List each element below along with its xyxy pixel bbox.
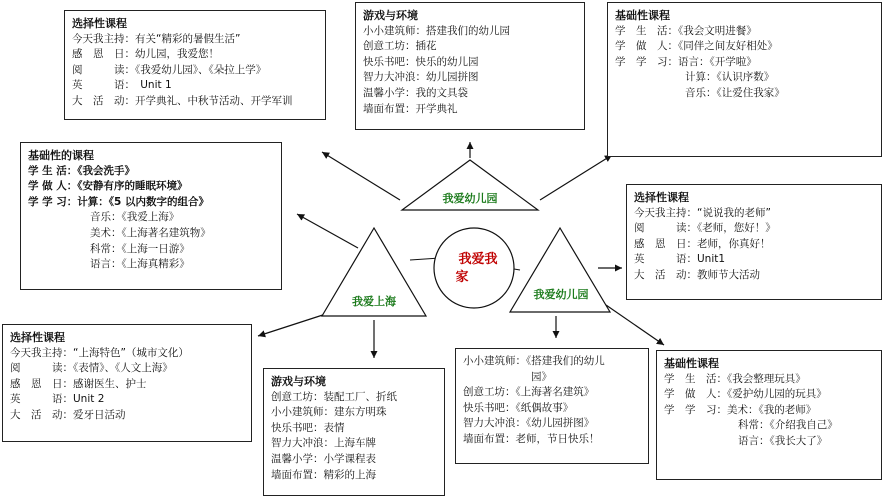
box-line: 音乐：《我爱上海》	[90, 211, 180, 224]
box-line: 大 活 动：开学典礼、中秋节活动、开学军训	[72, 94, 293, 107]
box-line: 创意工坊：插花	[363, 40, 437, 53]
box-line: 英 语： Unit 1	[72, 79, 172, 92]
box-line: 小小建筑师：《搭建我们的幼儿	[463, 355, 605, 367]
box-line: 温馨小学：我的文具袋	[363, 86, 468, 99]
box-line: 英 语：Unit1	[634, 253, 726, 266]
box-title: 选择性课程	[72, 17, 127, 30]
box-line: 学 学 习：语言：《开学啦》	[615, 55, 757, 68]
box-title: 基础性课程	[664, 357, 719, 370]
box-line: 创意工坊：装配工厂、折纸	[271, 390, 397, 403]
box-line: 创意工坊：《上海著名建筑》	[463, 386, 595, 399]
box-line: 大 活 动：爱牙日活动	[10, 408, 126, 421]
box-line: 今天我主持：“说说我的老师”	[634, 206, 771, 219]
box-title: 游戏与环境	[271, 375, 326, 388]
box-bottom-center-left	[263, 368, 445, 496]
box-line: 墙面布置：精彩的上海	[271, 468, 376, 481]
box-line: 快乐书吧：表情	[271, 421, 345, 434]
box-line: 语言：《我长大了》	[738, 434, 828, 447]
box-line: 墙面布置：老师，节日快乐！	[463, 432, 600, 445]
box-title: 基础性课程	[615, 9, 670, 22]
box-line: 学 学 习：美术：《我的老师》	[664, 403, 817, 416]
box-line: 感 恩 日：幼儿园，我爱您！	[72, 48, 219, 61]
arrow-to-top-right	[540, 155, 612, 200]
box-line: 墙面布置：开学典礼	[363, 102, 458, 115]
box-title: 选择性课程	[634, 191, 689, 204]
box-line: 感 恩 日：感谢医生、护士	[10, 377, 147, 390]
box-title: 游戏与环境	[363, 9, 418, 22]
box-bottom-right	[656, 350, 882, 480]
box-line: 学 做 人：《同伴之间友好相处》	[615, 40, 778, 53]
box-line: 科常：《上海一日游》	[90, 242, 190, 255]
box-title: 选择性课程	[10, 331, 65, 344]
box-line: 温馨小学：小学课程表	[271, 452, 376, 465]
box-line: 阅 读：《老师，您好！》	[634, 222, 776, 235]
box-line: 快乐书吧：《纸偶故事》	[463, 401, 574, 414]
arrow-to-top-left	[322, 152, 400, 200]
box-line: 学 学 习：计算：《5 以内数字的组合》	[28, 195, 210, 208]
box-line: 今天我主持：有关“精彩的暑假生活”	[72, 32, 241, 45]
triangle-right-label: 我爱幼儿园	[533, 288, 589, 301]
triangle-top-label: 我爱幼儿园	[442, 192, 498, 205]
box-line: 阅 读：《我爱幼儿园》、《朵拉上学》	[72, 63, 267, 76]
box-line: 智力大冲浪：幼儿园拼图	[363, 71, 479, 84]
box-line: 学 生 活：《我会文明进餐》	[615, 24, 757, 37]
arrow-to-bottom-right	[606, 305, 664, 345]
center-label-line2: 家	[455, 270, 469, 285]
box-line: 美术：《上海著名建筑物》	[90, 226, 211, 239]
box-line: 学 生 活：《我会整理玩具》	[664, 372, 806, 385]
box-line: 智力大冲浪：《幼儿园拼图》	[463, 417, 595, 430]
arrow-to-mid-left	[297, 214, 358, 248]
center-label-line1: 我爱我	[458, 252, 498, 267]
box-line: 计算：《认识序数》	[685, 71, 775, 84]
box-line: 英 语：Unit 2	[10, 393, 105, 406]
box-line: 学 生 活：《我会洗手》	[28, 164, 136, 177]
box-line: 大 活 动：教师节大活动	[634, 268, 760, 281]
box-mid-right	[626, 184, 882, 300]
box-top-left	[64, 10, 326, 120]
box-line: 科常：《介绍我自己》	[738, 419, 838, 432]
box-line: 感 恩 日：老师，你真好！	[634, 237, 771, 250]
box-mid-left	[20, 142, 282, 290]
center-circle	[434, 228, 514, 308]
box-bottom-left	[2, 324, 252, 442]
box-bottom-center-right	[455, 348, 649, 464]
box-line: 阅 读：《表情》、《人文上海》	[10, 362, 173, 375]
box-line: 今天我主持：“上海特色”（城市文化）	[10, 346, 189, 359]
box-top-right	[607, 2, 882, 157]
box-line: 学 做 人：《爱护幼儿园的玩具》	[664, 388, 827, 401]
box-title: 基础性的课程	[28, 149, 94, 162]
box-line: 语言：《上海真精彩》	[90, 258, 190, 271]
box-line: 小小建筑师：建东方明珠	[271, 406, 387, 419]
box-line: 音乐：《让爱住我家》	[685, 86, 785, 99]
box-line: 园》	[531, 370, 552, 383]
box-top-center	[355, 2, 585, 130]
box-line: 智力大冲浪：上海车牌	[271, 437, 376, 450]
box-line: 快乐书吧：快乐的幼儿园	[363, 55, 479, 68]
arrow-to-bottom-left	[258, 312, 332, 336]
triangle-left-label: 我爱上海	[352, 295, 396, 308]
box-line: 小小建筑师：搭建我们的幼儿园	[363, 24, 510, 37]
box-line: 学 做 人：《安静有序的睡眠环境》	[28, 180, 188, 193]
